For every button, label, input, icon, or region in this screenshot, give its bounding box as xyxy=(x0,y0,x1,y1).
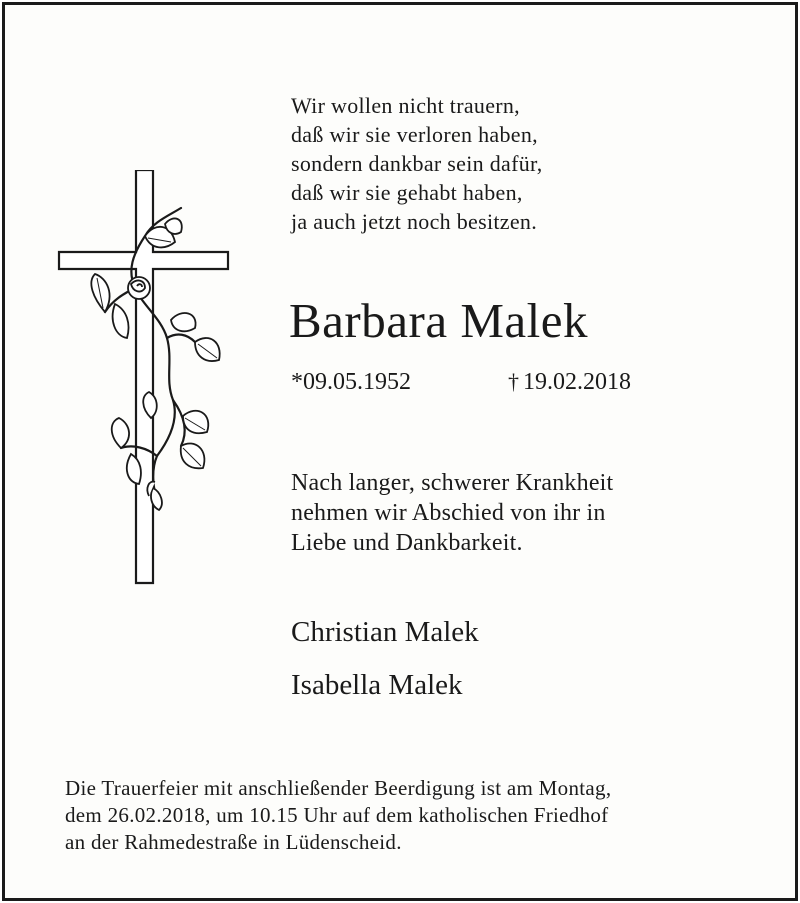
message-line: Liebe und Dankbarkeit. xyxy=(291,530,523,556)
message-line: Nach langer, schwerer Krankheit xyxy=(291,470,614,496)
funeral-line: an der Rahmedestraße in Lüdenscheid. xyxy=(65,830,402,854)
farewell-message xyxy=(291,468,613,558)
funeral-line: Die Trauerfeier mit anschließender Beerdigung ist am Montag, xyxy=(65,776,612,800)
obituary-notice xyxy=(2,2,798,901)
dagger-icon: † xyxy=(508,369,519,394)
mourner-name: Isabella Malek xyxy=(291,669,463,701)
poem-line: daß wir sie gehabt haben, xyxy=(291,180,523,205)
birth-date: *09.05.1952 xyxy=(291,369,411,395)
poem-line: Wir wollen nicht trauern, xyxy=(291,93,520,118)
message-line: nehmen wir Abschied von ihr in xyxy=(291,500,606,526)
cross-with-roses-icon xyxy=(53,170,238,590)
death-date-group xyxy=(508,367,631,397)
mourner-name: Christian Malek xyxy=(291,616,479,648)
funeral-line: dem 26.02.2018, um 10.15 Uhr auf dem katholischen Friedhof xyxy=(65,803,609,827)
poem-line: daß wir sie verloren haben, xyxy=(291,122,538,147)
death-date: 19.02.2018 xyxy=(523,369,631,395)
poem-line: ja auch jetzt noch besitzen. xyxy=(291,209,538,234)
poem-line: sondern dankbar sein dafür, xyxy=(291,151,543,176)
poem xyxy=(291,91,543,236)
deceased-name: Barbara Malek xyxy=(289,293,588,348)
funeral-details xyxy=(65,775,611,856)
